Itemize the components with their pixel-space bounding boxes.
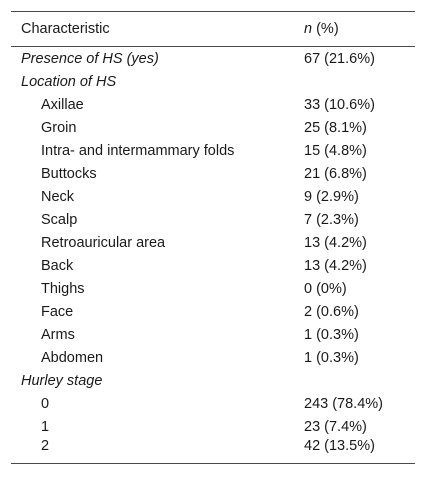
- table-row-location-heading: [11, 70, 415, 93]
- row-label: Back: [41, 257, 74, 274]
- row-label: Abdomen: [41, 349, 104, 366]
- table-row: [11, 323, 415, 346]
- row-value: 7 (2.3%): [304, 211, 359, 228]
- characteristics-table: [11, 11, 415, 464]
- row-value: 13 (4.2%): [304, 234, 367, 251]
- location-heading: Location of HS: [21, 73, 117, 90]
- table-row: [11, 208, 415, 231]
- table-row-presence: [11, 47, 415, 71]
- row-label: 1: [41, 418, 50, 435]
- row-label: Scalp: [41, 211, 78, 228]
- table-row: [11, 231, 415, 254]
- row-value: 243 (78.4%): [304, 395, 383, 412]
- row-value: 42 (13.5%): [304, 438, 415, 464]
- row-label: 2: [11, 438, 304, 464]
- header-characteristic: Characteristic: [11, 12, 304, 47]
- row-label: Face: [41, 303, 74, 320]
- row-label: Buttocks: [41, 165, 97, 182]
- row-value: 2 (0.6%): [304, 303, 359, 320]
- row-label: Axillae: [41, 96, 84, 113]
- table-row: [11, 139, 415, 162]
- table-row: [11, 346, 415, 369]
- row-value: 1 (0.3%): [304, 349, 359, 366]
- row-value: 0 (0%): [304, 280, 347, 297]
- row-value: 23 (7.4%): [304, 418, 367, 435]
- row-value: 1 (0.3%): [304, 326, 359, 343]
- row-value: 15 (4.8%): [304, 142, 367, 159]
- header-n-percent: [304, 12, 415, 47]
- row-label: 0: [41, 395, 50, 412]
- table-row: [11, 93, 415, 116]
- row-value: 33 (10.6%): [304, 96, 375, 113]
- table-header-row: [11, 12, 415, 47]
- presence-label: Presence of HS (yes): [21, 50, 159, 67]
- hurley-heading: Hurley stage: [21, 372, 103, 389]
- table-row: [11, 300, 415, 323]
- row-label: Arms: [41, 326, 75, 343]
- row-value: 9 (2.9%): [304, 188, 359, 205]
- table-row: [11, 254, 415, 277]
- table-row: [11, 415, 415, 438]
- table-row: [11, 116, 415, 139]
- row-label: Groin: [41, 119, 77, 136]
- row-label: Neck: [41, 188, 75, 205]
- characteristics-table-container: [11, 11, 415, 464]
- presence-value: 67 (21.6%): [304, 50, 375, 67]
- table-row-hurley-heading: [11, 369, 415, 392]
- row-label: Thighs: [41, 280, 85, 297]
- table-row: [11, 277, 415, 300]
- row-value: 25 (8.1%): [304, 119, 367, 136]
- row-label: Intra- and intermammary folds: [41, 142, 235, 159]
- table-row: [11, 438, 415, 464]
- table-row: [11, 162, 415, 185]
- header-n: n: [304, 21, 313, 37]
- row-value: 21 (6.8%): [304, 165, 367, 182]
- table-row: [11, 392, 415, 415]
- header-percent: (%): [312, 21, 339, 37]
- row-label: Retroauricular area: [41, 234, 166, 251]
- table-row: [11, 185, 415, 208]
- row-value: 13 (4.2%): [304, 257, 367, 274]
